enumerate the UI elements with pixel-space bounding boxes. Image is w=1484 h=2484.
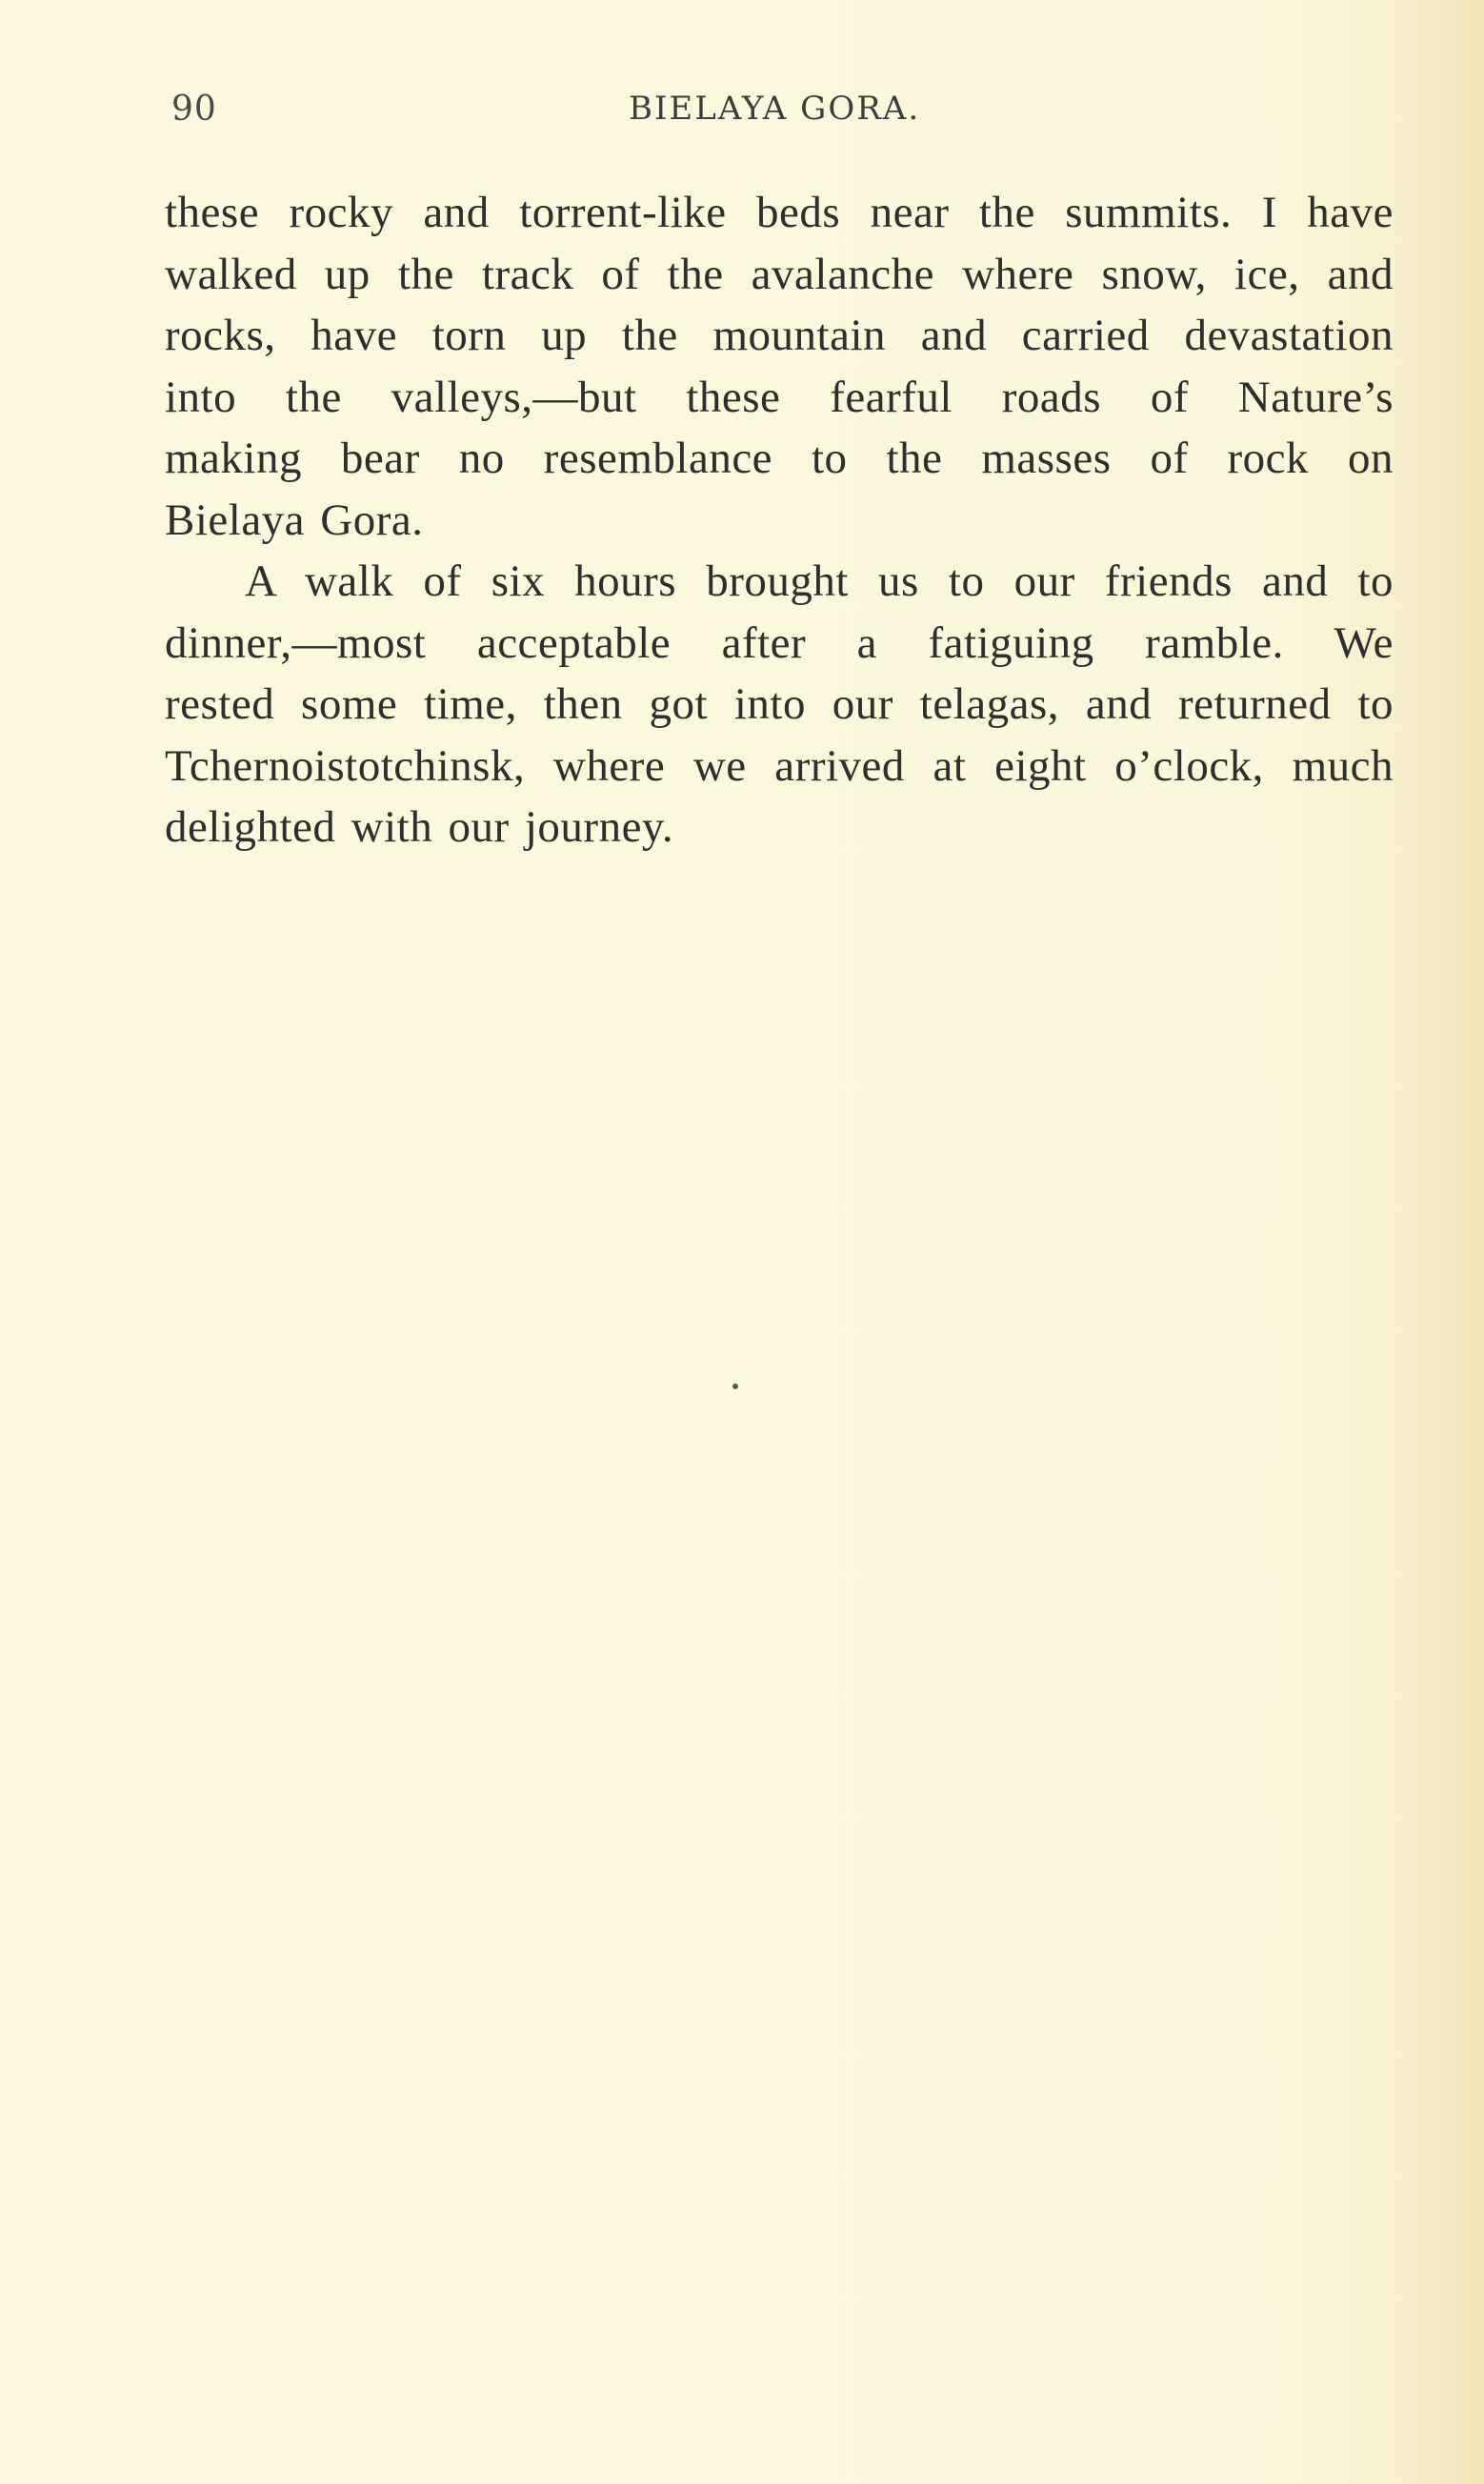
ink-speck (732, 1383, 738, 1389)
text-line: into the valleys,—but these fearful roads of Nature’s (165, 372, 1394, 422)
text-line: A walk of six hours brought us to our friends and to (245, 556, 1394, 606)
page-number: 90 (171, 90, 217, 129)
paragraph-2 (165, 551, 1394, 858)
page-header (0, 90, 1484, 135)
text-line: these rocky and torrent-like beds near the summits. I have (165, 188, 1394, 237)
text-line: dinner,—most acceptable after a fatiguing ramble. We (165, 617, 1394, 668)
paragraph-1 (165, 182, 1394, 551)
text-line: making bear no resemblance to the masses of rock on (165, 434, 1394, 483)
text-line: delighted with our journey. (165, 802, 674, 852)
text-line: Tchernoistotchinsk, where we arrived at eight o’clock, much (165, 740, 1394, 791)
text-line: Bielaya Gora. (165, 495, 424, 545)
text-line: rested some time, then got into our telagas, and returned to (165, 679, 1394, 729)
running-head: BIELAYA GORA. (629, 90, 921, 128)
text-line: rocks, have torn up the mountain and carried devastation (165, 311, 1394, 360)
text-line: walked up the track of the avalanche where snow, ice, and (165, 249, 1394, 299)
body-text (165, 182, 1394, 858)
